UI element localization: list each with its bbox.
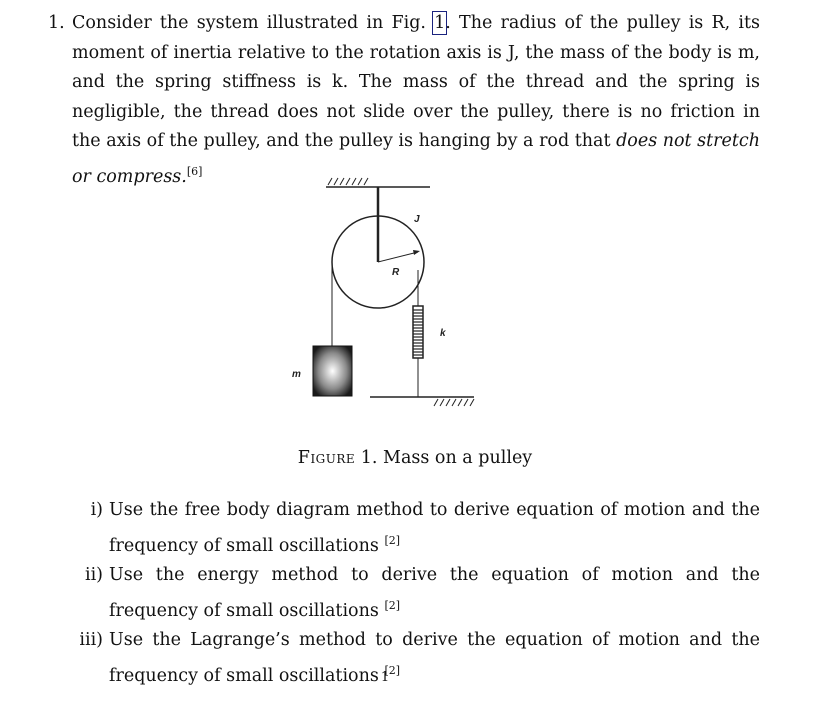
floor-hatch	[434, 399, 474, 406]
problem-emphasis: does not stretch or compress.	[72, 131, 760, 187]
problem-statement	[48, 9, 760, 192]
spring	[413, 306, 423, 358]
question-marks: [2]	[384, 598, 401, 612]
label-k: k	[440, 328, 446, 339]
question-label: i)	[90, 500, 103, 520]
page-number: 1	[380, 670, 390, 685]
question-text: Use the Lagrange’s method to derive the equation of motion and the frequency of small oscillations	[109, 630, 760, 686]
caption-number: 1.	[360, 448, 378, 468]
mass-block	[313, 346, 352, 396]
question-label: ii)	[84, 565, 103, 585]
question-text: Use the energy method to derive the equation of motion and the frequency of small oscillations	[109, 565, 760, 621]
question-text: Use the free body diagram method to derive equation of motion and the frequency of small oscillations	[109, 500, 760, 556]
problem-marks: [6]	[186, 164, 203, 178]
label-m: m	[292, 369, 301, 380]
figure-reference-link[interactable]: 1	[434, 13, 446, 33]
question-marks: [2]	[384, 533, 401, 547]
problem-text-main: . The radius of the pulley is R, its moment of inertia relative to the rotation axis is J, the mass of the body is m, and the spring stiffness is k. The mass of the thread and the spring is negligible, the thread does not slide over the pulley, there is no friction in the axis of the pulley, and the pulley is hanging by a rod that	[72, 13, 760, 151]
problem-body	[72, 9, 760, 192]
question-marks: [2]	[384, 663, 401, 677]
ceiling-hatch	[328, 178, 368, 185]
figure-caption	[0, 446, 830, 470]
label-J: J	[414, 214, 420, 225]
problem-number: 1.	[48, 13, 65, 33]
pulley-diagram	[268, 170, 508, 420]
question-item	[68, 561, 760, 626]
question-list	[68, 496, 760, 691]
caption-text: Mass on a pulley	[383, 448, 533, 468]
radius-arrowhead	[413, 250, 420, 255]
question-label: iii)	[79, 630, 103, 650]
caption-prefix: Figure	[297, 448, 356, 468]
question-item	[68, 496, 760, 561]
radius-line	[378, 252, 418, 262]
problem-text-start: Consider the system illustrated in Fig.	[72, 13, 435, 33]
label-R: R	[392, 267, 400, 278]
pulley-figure	[268, 170, 508, 420]
